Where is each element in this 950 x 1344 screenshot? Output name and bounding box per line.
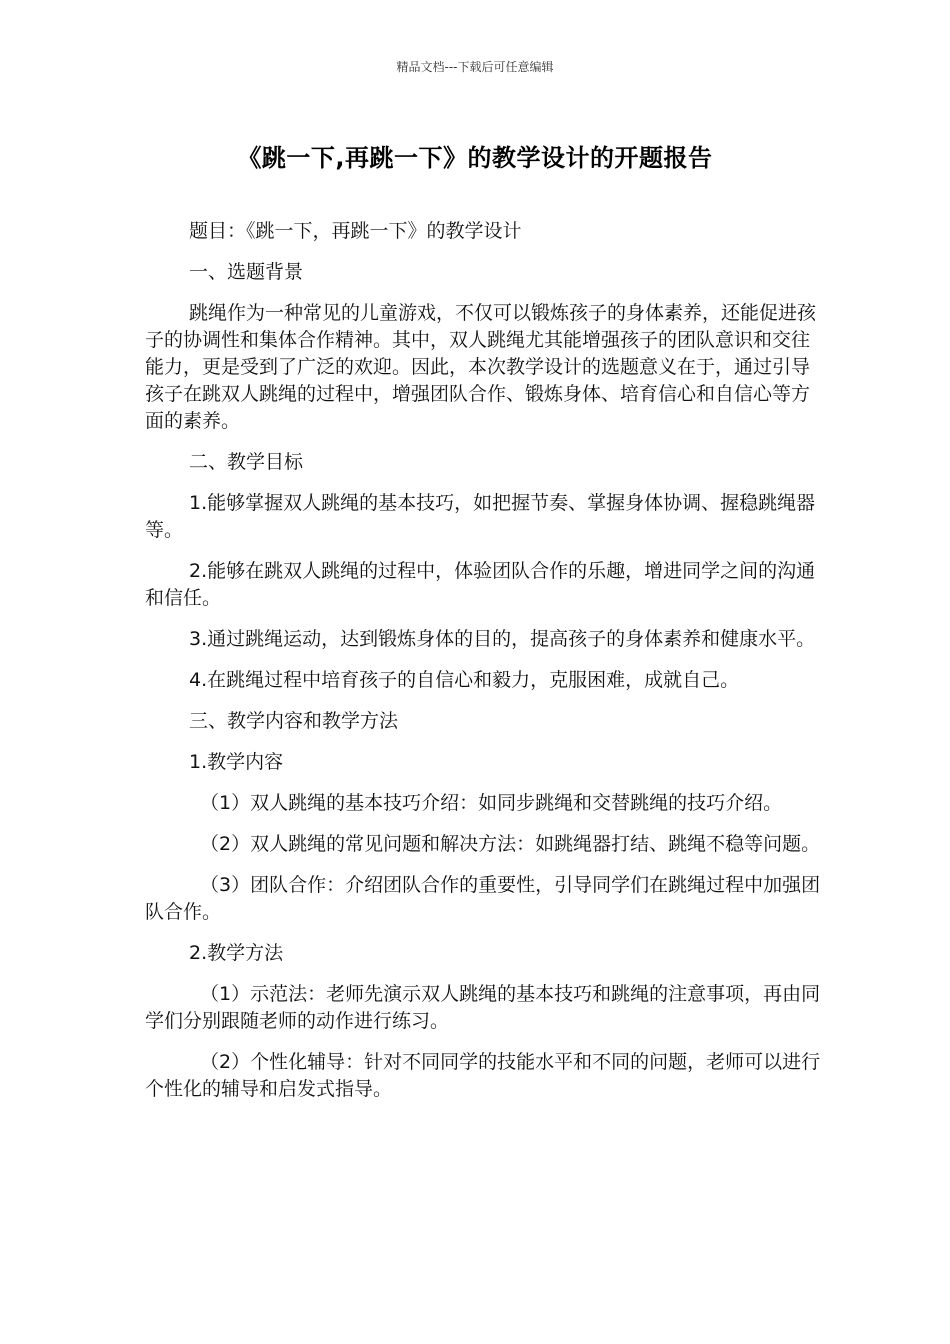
- document-body: [145, 218, 825, 1117]
- method-item-1: （1）示范法：老师先演示双人跳绳的基本技巧和跳绳的注意事项，再由同学们分别跟随老师的动作进行练习。: [145, 983, 821, 1032]
- header-note: 精品文档---下载后可任意编辑: [396, 60, 554, 74]
- goal-item-4: 4.在跳绳过程中培育孩子的自信心和毅力，克服困难，成就自己。: [189, 669, 740, 691]
- goal-item-1: 1.能够掌握双人跳绳的基本技巧，如把握节奏、掌握身体协调、握稳跳绳器等。: [145, 492, 816, 541]
- section-heading-background: 一、选题背景: [189, 261, 304, 283]
- topic-line: 题目：《跳一下，再跳一下》的教学设计: [189, 220, 522, 242]
- subheading-content: 1.教学内容: [189, 751, 284, 773]
- goal-item-3: 3.通过跳绳运动，达到锻炼身体的目的，提高孩子的身体素养和健康水平。: [189, 628, 816, 650]
- content-item-1: （1）双人跳绳的基本技巧介绍：如同步跳绳和交替跳绳的技巧介绍。: [200, 792, 783, 814]
- section-heading-goals: 二、教学目标: [189, 451, 304, 473]
- content-item-3: （3）团队合作：介绍团队合作的重要性，引导同学们在跳绳过程中加强团队合作。: [145, 874, 821, 923]
- method-item-2: （2）个性化辅导：针对不同同学的技能水平和不同的问题，老师可以进行个性化的辅导和启发式指导。: [145, 1051, 821, 1100]
- background-paragraph: 跳绳作为一种常见的儿童游戏，不仅可以锻炼孩子的身体素养，还能促进孩子的协调性和集体合作精神。其中，双人跳绳尤其能增强孩子的团队意识和交往能力，更是受到了广泛的欢迎。因此，本次教学设计的选题意义在于，通过引导孩子在跳双人跳绳的过程中，增强团队合作、锻炼身体、培育信心和自信心等方面的素养。: [145, 302, 817, 432]
- goal-item-2: 2.能够在跳双人跳绳的过程中，体验团队合作的乐趣，增进同学之间的沟通和信任。: [145, 560, 816, 609]
- section-heading-content-methods: 三、教学内容和教学方法: [189, 710, 399, 732]
- subheading-methods: 2.教学方法: [189, 942, 284, 964]
- document-title: 《跳一下,再跳一下》的教学设计的开题报告: [237, 144, 713, 172]
- content-item-2: （2）双人跳绳的常见问题和解决方法：如跳绳器打结、跳绳不稳等问题。: [200, 833, 821, 855]
